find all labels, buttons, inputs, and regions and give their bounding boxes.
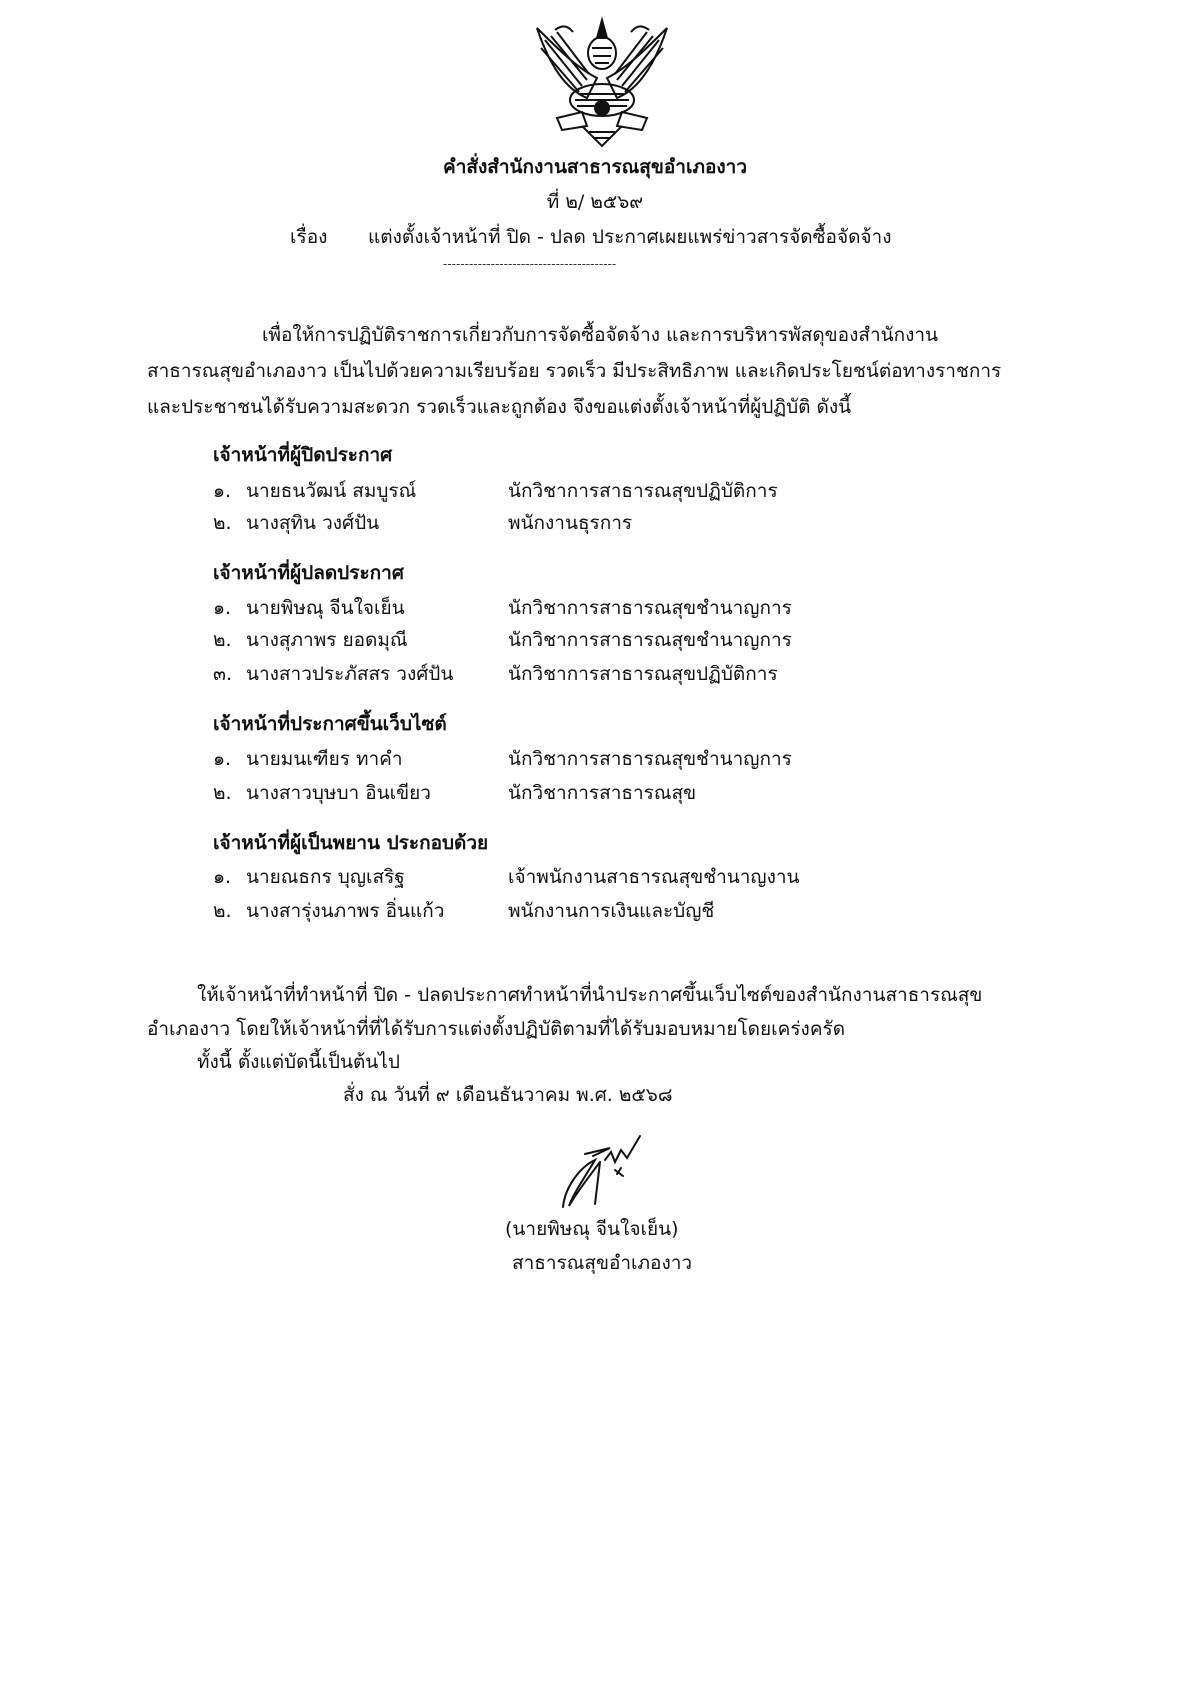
member-name: นายธนวัฒน์ สมบูรณ์ — [246, 480, 417, 502]
order-number: ที่ ๒/ ๒๕๖๙ — [546, 191, 644, 213]
signatory-name: (นายพิษณุ จีนใจเย็น) — [505, 1218, 679, 1240]
member-position: นักวิชาการสาธารณสุขชำนาญการ — [508, 748, 792, 770]
group-heading-removal: เจ้าหน้าที่ผู้ปลดประกาศ — [213, 562, 404, 584]
member-name: นายณธกร บุญเสริฐ — [246, 866, 405, 888]
member-name: นายพิษณุ จีนใจเย็น — [246, 597, 405, 619]
subject-label: เรื่อง — [290, 226, 328, 248]
intro-line-1: เพื่อให้การปฏิบัติราชการเกี่ยวกับการจัดซื้อจัดจ้าง และการบริหารพัสดุของสำนักงาน — [262, 324, 939, 346]
member-number: ๑. — [213, 480, 232, 502]
member-name: นางสาวประภัสสร วงศ์ปัน — [246, 663, 454, 685]
document-title: คำสั่งสำนักงานสาธารณสุขอำเภองาว — [442, 156, 748, 178]
group-heading-website: เจ้าหน้าที่ประกาศขึ้นเว็บไซต์ — [213, 713, 447, 735]
member-position: เจ้าพนักงานสาธารณสุขชำนาญงาน — [508, 866, 800, 888]
member-position: นักวิชาการสาธารณสุขชำนาญการ — [508, 597, 792, 619]
member-position: พนักงานการเงินและบัญชี — [508, 900, 715, 922]
member-number: ๓. — [213, 663, 233, 685]
member-position: นักวิชาการสาธารณสุขปฏิบัติการ — [508, 480, 778, 502]
signature-icon — [555, 1132, 650, 1212]
group-heading-posting: เจ้าหน้าที่ผู้ปิดประกาศ — [213, 444, 393, 466]
member-position: นักวิชาการสาธารณสุขชำนาญการ — [508, 629, 792, 651]
member-name: นางสุภาพร ยอดมุณี — [246, 629, 408, 651]
garuda-emblem-icon — [527, 8, 677, 150]
closing-line-2: อำเภองาว โดยให้เจ้าหน้าที่ที่ได้รับการแต่งตั้งปฏิบัติตามที่ได้รับมอบหมายโดยเคร่งครัด — [147, 1018, 846, 1040]
member-number: ๑. — [213, 748, 232, 770]
subject-text: แต่งตั้งเจ้าหน้าที่ ปิด - ปลด ประกาศเผยแพร่ข่าวสารจัดซื้อจัดจ้าง — [368, 226, 892, 248]
member-name: นางสุทิน วงศ์ปัน — [246, 512, 380, 534]
member-name: นางสารุ่งนภาพร อิ่นแก้ว — [246, 900, 445, 922]
member-number: ๑. — [213, 866, 232, 888]
intro-line-2: สาธารณสุขอำเภองาว เป็นไปด้วยความเรียบร้อย รวดเร็ว มีประสิทธิภาพ และเกิดประโยชน์ต่อทางราชการ — [147, 360, 1002, 382]
member-name: นางสาวบุษบา อินเขียว — [246, 782, 431, 804]
intro-line-3: และประชาชนได้รับความสะดวก รวดเร็วและถูกต้อง จึงขอแต่งตั้งเจ้าหน้าที่ผู้ปฏิบัติ ดังนี้ — [147, 396, 852, 418]
member-position: นักวิชาการสาธารณสุข — [508, 782, 697, 804]
closing-line-1: ให้เจ้าหน้าที่ทำหน้าที่ ปิด - ปลดประกาศทำหน้าที่นำประกาศขึ้นเว็บไซต์ของสำนักงานสาธารณสุข — [197, 984, 983, 1006]
member-number: ๑. — [213, 597, 232, 619]
member-number: ๒. — [213, 629, 232, 651]
member-number: ๒. — [213, 512, 232, 534]
divider-line: ---------------------------------------- — [443, 257, 617, 271]
member-position: นักวิชาการสาธารณสุขปฏิบัติการ — [508, 663, 778, 685]
order-date: สั่ง ณ วันที่ ๙ เดือนธันวาคม พ.ศ. ๒๕๖๘ — [343, 1084, 673, 1106]
member-position: พนักงานธุรการ — [508, 512, 633, 534]
group-heading-witness: เจ้าหน้าที่ผู้เป็นพยาน ประกอบด้วย — [213, 832, 489, 854]
member-number: ๒. — [213, 900, 232, 922]
signatory-title: สาธารณสุขอำเภองาว — [512, 1252, 693, 1274]
member-name: นายมนเฑียร ทาคำ — [246, 748, 403, 770]
closing-line-3: ทั้งนี้ ตั้งแต่บัดนี้เป็นต้นไป — [197, 1051, 400, 1073]
member-number: ๒. — [213, 782, 232, 804]
